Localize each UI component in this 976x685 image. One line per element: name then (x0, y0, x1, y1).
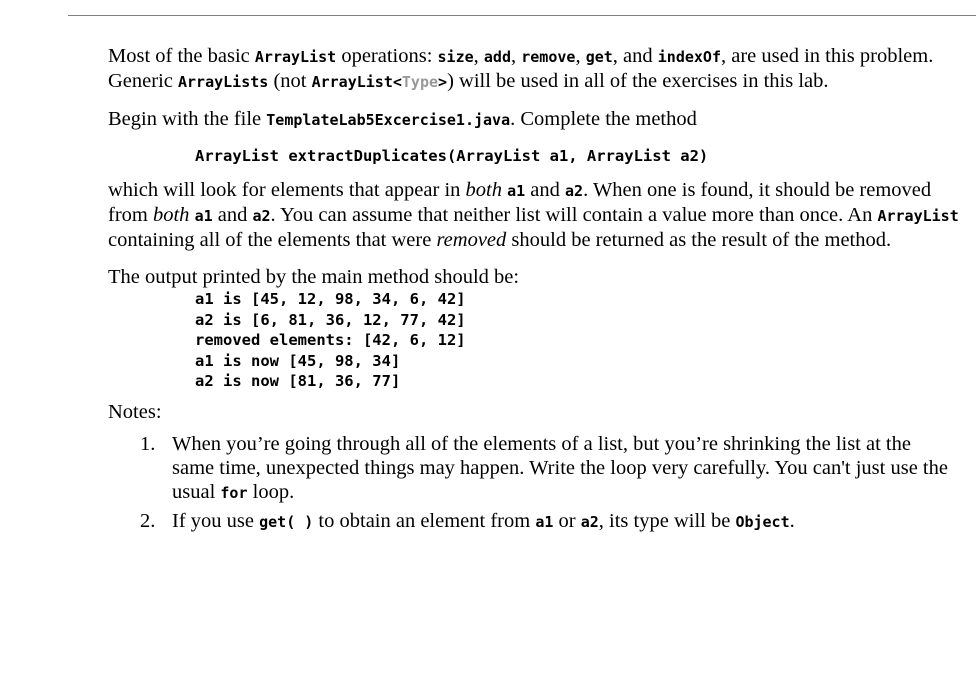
expected-output-block (195, 289, 968, 392)
output-line: a1 is now [45, 98, 34] (195, 351, 401, 370)
notes-heading: Notes: (108, 400, 162, 423)
note-number: 2. (140, 509, 156, 532)
type-placeholder: Type (401, 73, 439, 91)
top-rule (68, 15, 976, 16)
output-line: removed elements: [42, 6, 12] (195, 331, 466, 349)
output-line: a2 is now [81, 36, 77] (195, 372, 401, 390)
description-paragraph: which will look for elements that appear in both a1 and a2. When one is found, it should be removed from both a1 and a2. You can assume that neither list will contain a value more than once. An ArrayList containing all of the elements that were removed should be returned as the result of the method. (108, 179, 959, 251)
lab-exercise-content (108, 44, 968, 538)
template-filename: TemplateLab5Excercise1.java (266, 111, 511, 129)
note-number: 1. (140, 432, 156, 455)
method-signature: ArrayList extractDuplicates(ArrayList a1, ArrayList a2) (195, 147, 709, 165)
note-item: 2. If you use get( ) to obtain an element from a1 or a2, its type will be Object. (140, 509, 795, 532)
notes-list (108, 432, 968, 534)
output-intro: The output printed by the main method should be: (108, 266, 520, 288)
instruction-paragraph: Begin with the file TemplateLab5Excercise1.java. Complete the method (108, 108, 697, 130)
output-line: a2 is [6, 81, 36, 12, 77, 42] (195, 310, 466, 329)
output-line: a1 is [45, 12, 98, 34, 6, 42] (195, 290, 466, 308)
intro-paragraph: Most of the basic ArrayList operations: size, add, remove, get, and indexOf, are used in this problem. Generic ArrayLists (not ArrayList<Type>) will be used in all of the exercises in this lab. (108, 45, 934, 92)
note-item: 1. When you’re going through all of the elements of a list, but you’re shrinking the list at the same time, unexpected things may happen. Write the loop very carefully. You can't just use the usual for loop. (140, 432, 948, 503)
